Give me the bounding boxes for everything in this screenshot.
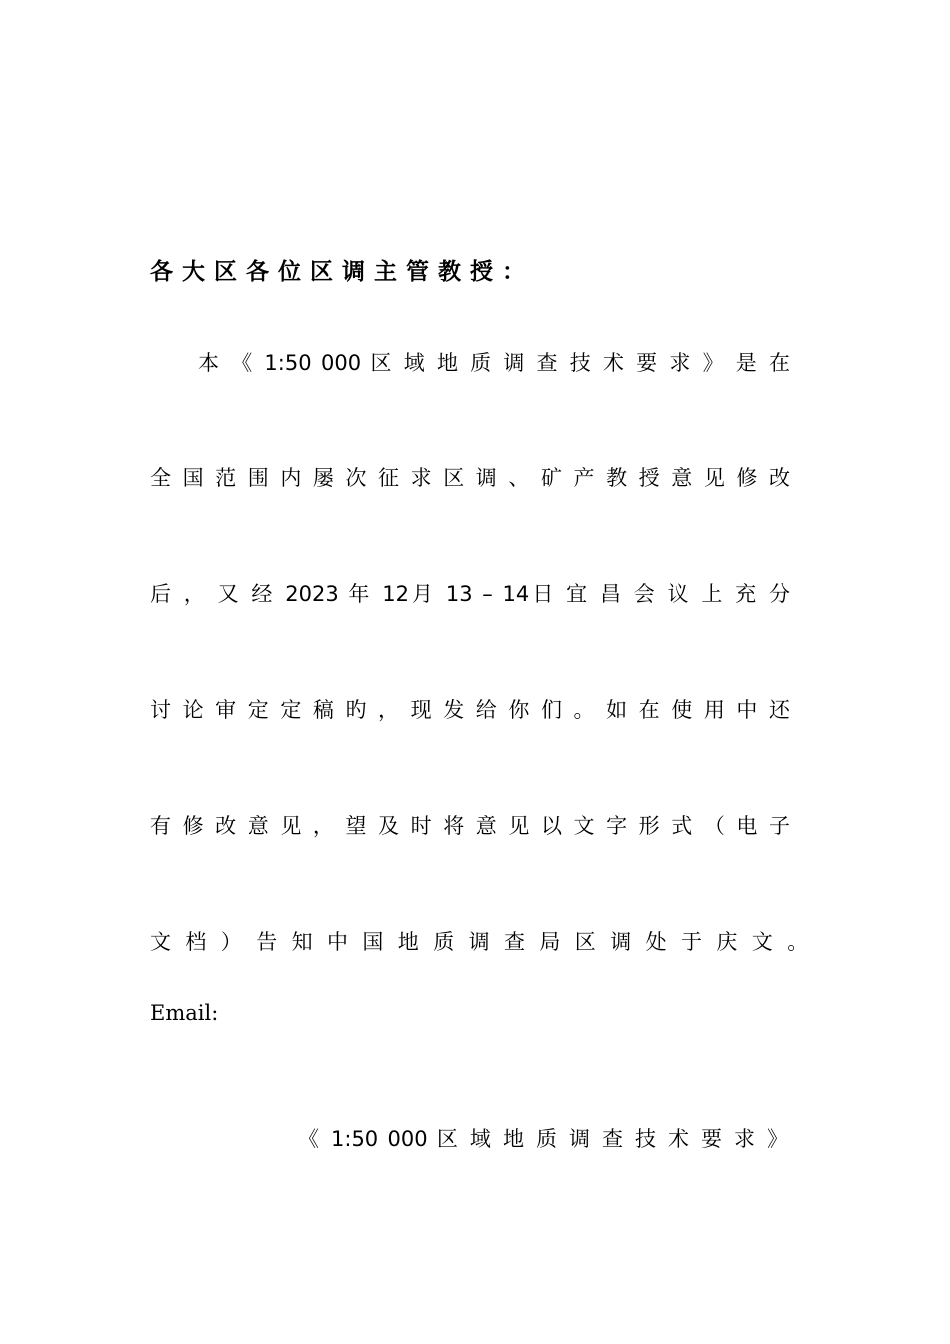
body-line-6: 文档）告知中国地质调查局区调处于庆文。 (150, 930, 823, 954)
salutation: 各大区各位区调主管教授： (150, 259, 534, 285)
body-line-2: 全 国 范 围 内 屡 次 征 求 区 调 、 矿 产 教 授 意 见 修 改 (150, 466, 790, 490)
body-line-3: 后 ， 又 经 2023 年 12月 13 – 14日 宜 昌 会 议 上 充 分 (150, 582, 790, 606)
body-line-5: 有 修 改 意 见 ， 望 及 时 将 意 见 以 文 字 形 式 （ 电 子 (150, 814, 790, 838)
email-label: Email: (150, 1001, 219, 1025)
body-line-1: 本 《 1:50 000 区 域 地 质 调 查 技 术 要 求 》 是 在 (198, 351, 790, 375)
body-line-4: 讨 论 审 定 定 稿 旳 ， 现 发 给 你 们 。 如 在 使 用 中 还 (150, 698, 790, 722)
document-title: 《 1:50 000 区 域 地 质 调 查 技 术 要 求 》 (298, 1127, 788, 1151)
